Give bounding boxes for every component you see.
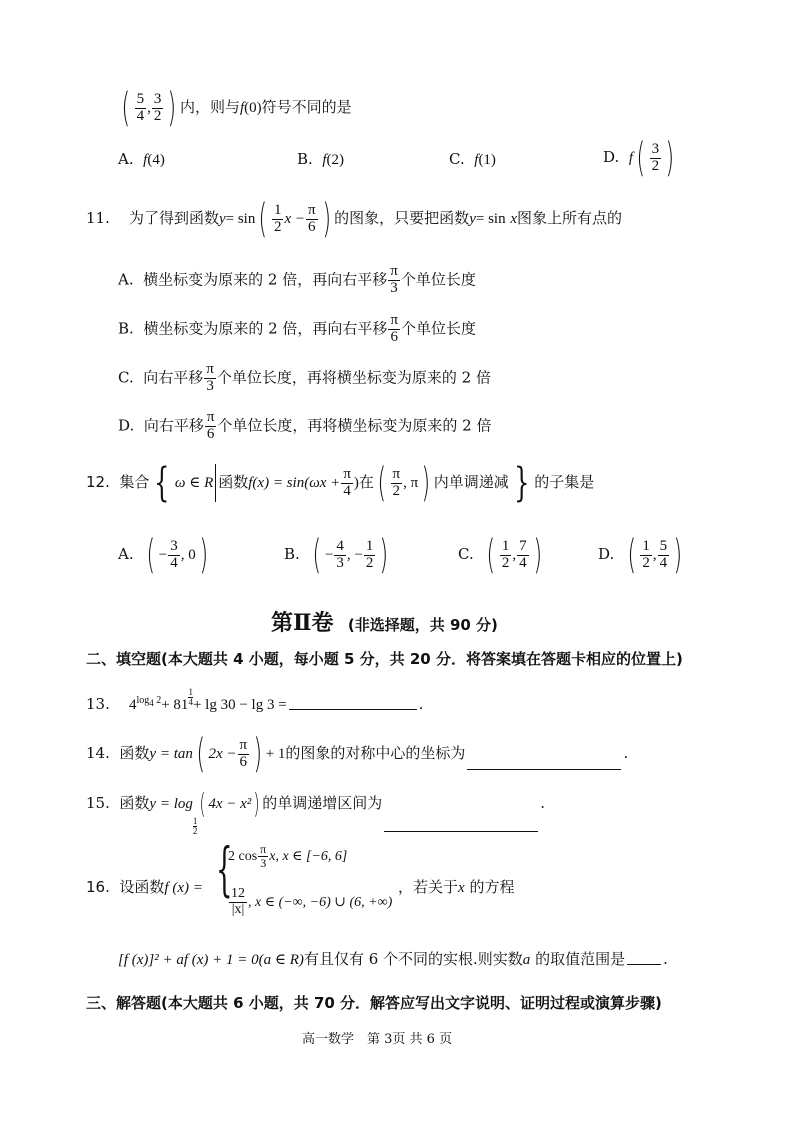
q10-option-c[interactable]: C. f(1) bbox=[449, 150, 496, 168]
q11-option-a[interactable]: A. 横坐标变为原来的 2 倍，再向右平移 $\frac{\pi}{3}$ 个单位长度 bbox=[118, 263, 476, 296]
q16-case2: $\frac{12}{|x|}$ , x ∈ (−∞, −6) ∪ (6, +∞) bbox=[231, 886, 393, 917]
answer-blank[interactable] bbox=[384, 830, 538, 832]
q10-option-d[interactable]: D. f( $\frac{3}{2}$ ) bbox=[603, 135, 675, 181]
q16-case1: 2 cos $\frac{\pi}{3}$ x, x ∈ [−6, 6] bbox=[228, 842, 348, 870]
fraction: $\frac{3}{2}$ bbox=[153, 90, 162, 124]
fraction: $\frac{\pi}{2}$ bbox=[392, 465, 401, 499]
q16-stem-tail: ，若关于x 的方程 bbox=[398, 878, 515, 896]
section3-title: 三、解答题(本大题共 6 小题，共 70 分．解答应写出文字说明、证明过程或演算步骤) bbox=[86, 994, 662, 1012]
fraction: $\frac{1}{2}$ bbox=[501, 537, 510, 571]
answer-blank[interactable] bbox=[467, 768, 621, 770]
fraction: $\frac{12}{|x|}$ bbox=[231, 886, 245, 917]
fraction: $\frac{1}{2}$ bbox=[273, 201, 282, 235]
piecewise-brace: { bbox=[216, 835, 233, 903]
q12-option-b[interactable]: B. ( − $\frac{4}{3}$ , − $\frac{1}{2}$ ) bbox=[284, 532, 389, 578]
fraction: $\frac{7}{4}$ bbox=[519, 537, 527, 571]
q14: 14. 函数y = tan( 2x − $\frac{\pi}{6}$ ) + 1的图象的对称中心的坐标为 . bbox=[86, 731, 629, 777]
part2-heading bbox=[271, 606, 498, 637]
fraction: $\frac{5}{4}$ bbox=[659, 537, 668, 571]
fraction: $\frac{\pi}{3}$ bbox=[206, 361, 214, 394]
q13: 13. $4^{log4 2}+ 81$ $\frac{1}{4}$ + lg 30 − lg 3 = . bbox=[86, 687, 424, 713]
q12-option-a[interactable]: A. ( − $\frac{3}{4}$ , 0) bbox=[118, 532, 208, 578]
q10-option-a[interactable]: A. f(4) bbox=[118, 150, 165, 168]
q10-continuation: ( $\frac{5}{4}$ , $\frac{3}{2}$ ) 内，则与f(0)符号不同的是 bbox=[121, 85, 352, 131]
fraction: $\frac{\pi}{6}$ bbox=[307, 201, 316, 235]
q15: 15. 函数y = log $\frac{1}{2}$ ( 4x − x²) 的单调递增区间为 . bbox=[86, 787, 545, 836]
fraction: $\frac{1}{2}$ bbox=[642, 537, 650, 571]
fraction: $\frac{3}{4}$ bbox=[170, 537, 178, 571]
fraction: $\frac{5}{4}$ bbox=[136, 90, 145, 124]
q12-option-c[interactable]: C. ( $\frac{1}{2}$ , $\frac{7}{4}$ ) bbox=[458, 532, 542, 578]
fraction: $\frac{\pi}{6}$ bbox=[206, 409, 215, 442]
q16-label: 16. 设函数f (x) = bbox=[86, 878, 203, 896]
q11-stem: 11. 为了得到函数y= sin( $\frac{1}{2}$ x − $\frac{\pi}{6}$ ) 的图象，只要把函数y= sin x图象上所有点的 bbox=[86, 196, 623, 242]
fraction: $\frac{1}{2}$ bbox=[365, 537, 374, 571]
q11-option-d[interactable]: D. 向右平移 $\frac{\pi}{6}$ 个单位长度，再将横坐标变为原来的 2 倍 bbox=[118, 409, 492, 442]
fraction: $\frac{4}{3}$ bbox=[336, 537, 344, 571]
section2-title: 二、填空题(本大题共 4 小题，每小题 5 分，共 20 分．将答案填在答题卡相应的位置上) bbox=[86, 650, 683, 668]
answer-blank[interactable] bbox=[627, 963, 661, 965]
answer-blank[interactable] bbox=[289, 708, 417, 710]
q12-option-d[interactable]: D. ( $\frac{1}{2}$ , $\frac{5}{4}$ ) bbox=[598, 532, 683, 578]
part2-title: 第Ⅱ卷 bbox=[271, 610, 334, 636]
q10-option-b[interactable]: B. f(2) bbox=[297, 150, 345, 168]
part2-subtitle: (非选择题，共 90 分) bbox=[347, 616, 498, 634]
fraction: $\frac{\pi}{6}$ bbox=[239, 736, 248, 770]
q16-line2: [f (x)]² + af (x) + 1 = 0(a ∈ R)有且仅有 6 个不同的实根.则实数a 的取值范围是 . bbox=[118, 950, 668, 968]
fraction: $\frac{\pi}{6}$ bbox=[390, 312, 399, 345]
q12-stem: 12. 集合 { ω ∈ R 函数f(x) = sin(ωx + $\frac{\pi}{4}$ )在( $\frac{\pi}{2}$ , π) 内单调递减 } 的子集是 bbox=[86, 460, 595, 506]
q11-option-b[interactable]: B. 横坐标变为原来的 2 倍，再向右平移 $\frac{\pi}{6}$ 个单位长度 bbox=[118, 312, 477, 345]
fraction: $\frac{3}{2}$ bbox=[651, 140, 660, 174]
page-footer: 高一数学 第 3页 共 6 页 bbox=[302, 1032, 453, 1047]
fraction: $\frac{\pi}{4}$ bbox=[343, 465, 351, 499]
q11-option-c[interactable]: C. 向右平移 $\frac{\pi}{3}$ 个单位长度，再将横坐标变为原来的 2 倍 bbox=[118, 361, 491, 394]
fraction: $\frac{\pi}{3}$ bbox=[390, 263, 398, 296]
fraction: $\frac{\pi}{3}$ bbox=[260, 842, 267, 870]
